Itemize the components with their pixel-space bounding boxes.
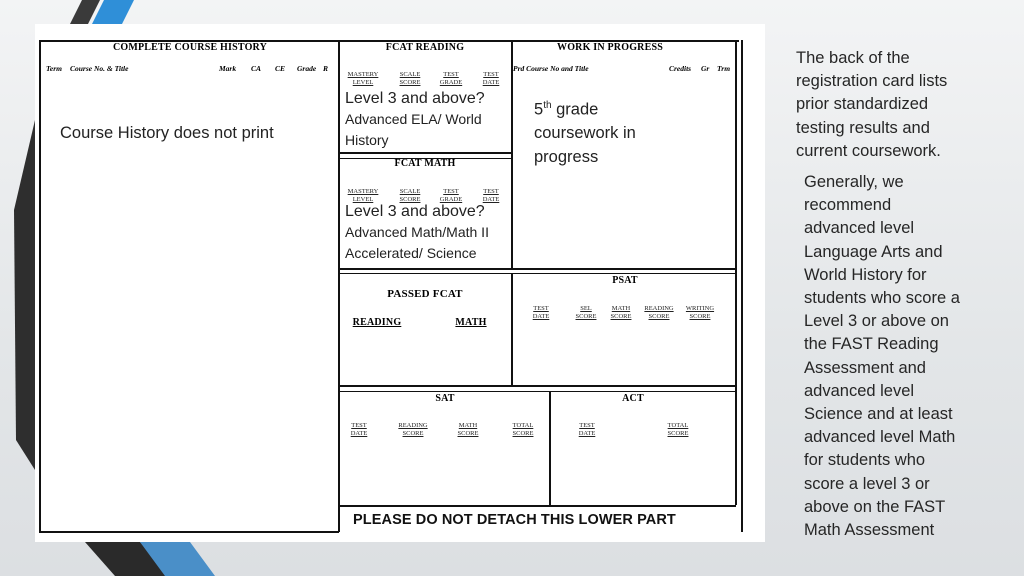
fm-col-grade: TEST GRADE	[439, 188, 463, 203]
psat-title: PSAT	[612, 275, 638, 286]
act-col-date: TEST DATE	[578, 422, 596, 437]
fcat-math-overlay: Level 3 and above? Advanced Math/Math II Accelerated/ Science	[345, 203, 489, 261]
sat-col-total: TOTAL SCORE	[512, 422, 534, 437]
fcat-reading-title: FCAT READING	[385, 42, 465, 53]
passed-fcat-title: PASSED FCAT	[387, 288, 463, 300]
fcat-reading-overlay: Level 3 and above? Advanced ELA/ World History	[345, 90, 485, 148]
psat-col-sel: SEL SCORE	[575, 305, 597, 320]
fr-col-date: TEST DATE	[482, 71, 500, 86]
psat-col-writing: WRITING SCORE	[685, 305, 715, 320]
passed-fcat-reading: READING	[352, 317, 402, 328]
registration-card	[35, 24, 765, 542]
act-col-total: TOTAL SCORE	[667, 422, 689, 437]
ch-col-term: Term	[46, 64, 62, 73]
fm-col-scale: SCALE SCORE	[399, 188, 421, 203]
sat-col-reading: READING SCORE	[398, 422, 428, 437]
wip-note: 5th grade coursework in progress	[534, 100, 636, 166]
wip-col-credits: Credits	[669, 64, 692, 73]
ch-col-r: R	[323, 64, 329, 73]
course-history-note: Course History does not print	[60, 124, 274, 142]
fr-col-grade: TEST GRADE	[439, 71, 463, 86]
fm-col-mastery: MASTERY LEVEL	[347, 188, 379, 203]
wip-col-course: Prd Course No and Title	[513, 64, 589, 73]
sidebar-recommendation: Generally, we recommend advanced level Language Arts and World History for students who score a Level 3 or above on the FAST Reading Assessment and advanced level Science and at least advanced level Math for students who score a level 3 or above on the FAST Math Assessment	[804, 173, 960, 540]
wip-title: WORK IN PROGRESS	[557, 42, 663, 53]
sat-title: SAT	[435, 393, 455, 404]
wip-col-gr: Gr	[701, 64, 710, 73]
passed-fcat-math: MATH	[455, 317, 487, 328]
ch-col-mark: Mark	[219, 64, 237, 73]
ch-col-grade: Grade	[297, 64, 317, 73]
detach-warning: PLEASE DO NOT DETACH THIS LOWER PART	[353, 512, 676, 528]
course-history-title: COMPLETE COURSE HISTORY	[112, 42, 268, 53]
psat-col-date: TEST DATE	[532, 305, 550, 320]
fm-col-date: TEST DATE	[482, 188, 500, 203]
ch-col-ca: CA	[251, 64, 262, 73]
fr-col-mastery: MASTERY LEVEL	[347, 71, 379, 86]
psat-col-reading: READING SCORE	[644, 305, 674, 320]
ch-col-ce: CE	[275, 64, 286, 73]
sat-col-date: TEST DATE	[350, 422, 368, 437]
sat-col-math: MATH SCORE	[457, 422, 479, 437]
fcat-math-title: FCAT MATH	[394, 158, 456, 169]
wip-col-trm: Trm	[717, 64, 731, 73]
psat-col-math: MATH SCORE	[610, 305, 632, 320]
ch-col-course: Course No. & Title	[70, 64, 129, 73]
fr-col-scale: SCALE SCORE	[399, 71, 421, 86]
act-title: ACT	[622, 393, 644, 404]
sidebar-intro: The back of the registration card lists prior standardized testing results and current coursework.	[796, 49, 948, 160]
